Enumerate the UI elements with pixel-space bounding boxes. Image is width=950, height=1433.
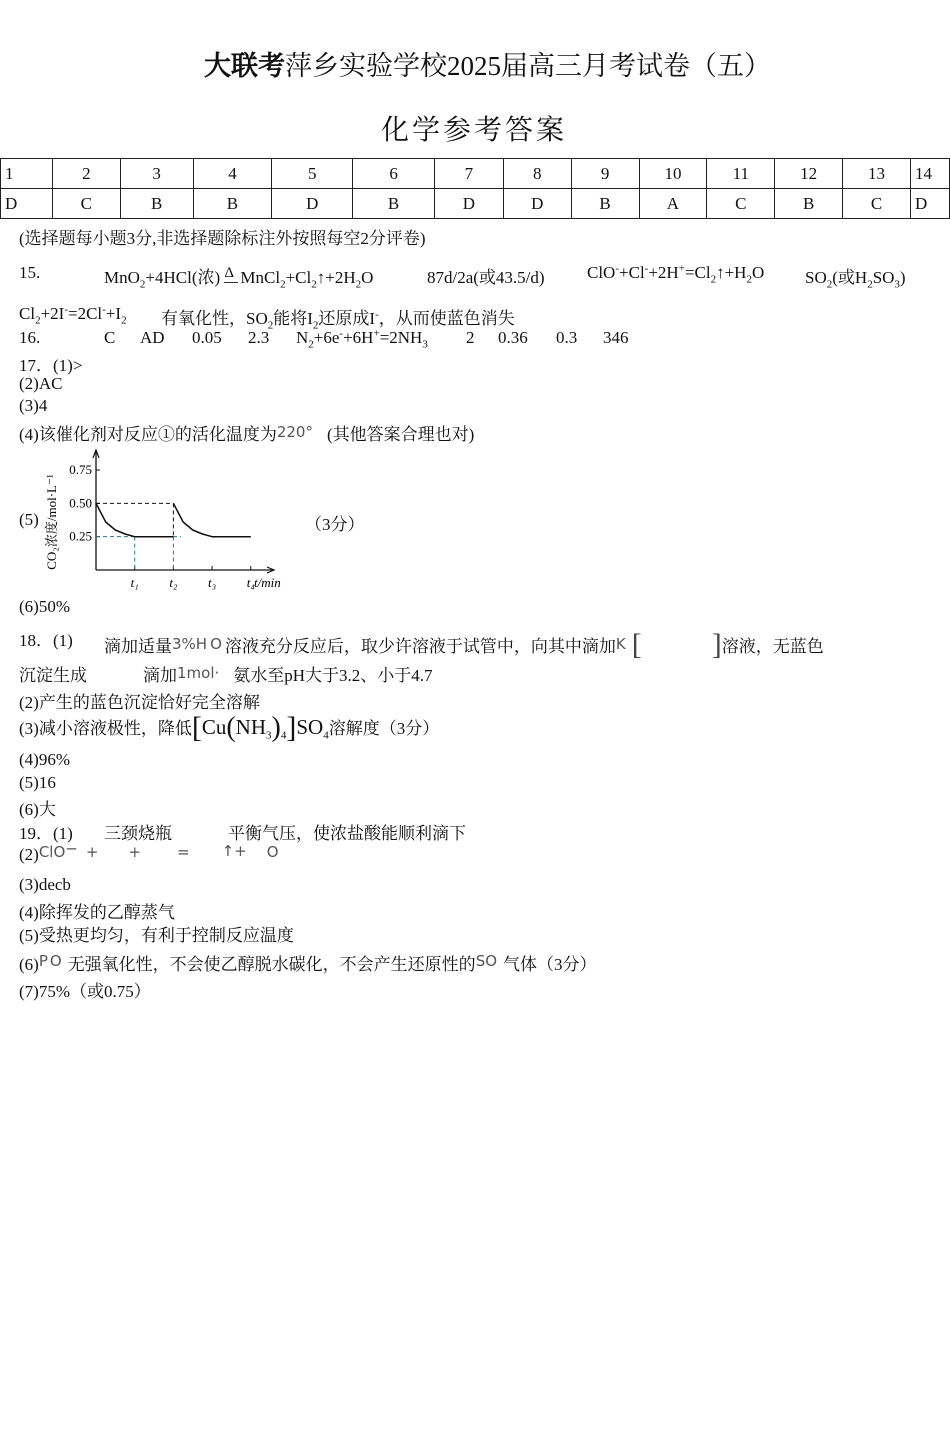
answer-table-number-row	[1, 159, 950, 189]
q17-line-4: (4)该催化剂对反应①的活化温度为220° (其他答案合理也对)	[19, 423, 475, 444]
heat-symbol: Δ	[224, 265, 235, 281]
table-cell: 12	[775, 159, 843, 189]
co2-curve-segment-2	[173, 503, 250, 536]
table-cell: 11	[707, 159, 775, 189]
table-cell: D	[1, 189, 53, 219]
q15-answer-2: 87d/2a(或43.5/d)	[427, 268, 545, 287]
q19-line-4: (4)除挥发的乙醇蒸气	[19, 903, 175, 922]
table-cell: B	[120, 189, 193, 219]
q15-answer-4: $SO_2$(或$H_2SO_3$)	[805, 268, 906, 291]
co2-concentration-chart	[42, 448, 297, 598]
q17-line-6: (6)50%	[19, 597, 70, 616]
y-axis-label: CO₂浓度/mol·L⁻¹	[44, 474, 59, 570]
q18-line-2b: 滴加1mol· 氨水至pH大于3.2、小于4.7	[143, 664, 433, 685]
table-cell: B	[775, 189, 843, 219]
q19-line-2: (2)ClO− + + = ↑+ O	[19, 839, 279, 864]
q18-line-1: 滴加适量3%H O 溶液充分反应后，取少许溶液于试管中，向其中滴加K [ ]溶液，无蓝色	[104, 628, 824, 661]
q19-line-6: (6)P O 无强氧化性，不会使乙醇脱水碳化，不会产生还原性的SO 气体（3分）	[19, 952, 597, 974]
table-cell: 6	[353, 159, 435, 189]
q17-line-2: (2)AC	[19, 374, 63, 393]
q15-answer-1: MnO$_2$+4HCl(浓) Δ $MnCl_2+Cl_2↑+2H_2O$	[104, 265, 374, 291]
table-cell: D	[503, 189, 571, 219]
temperature-value: 220°	[276, 423, 313, 441]
q16-answer-5: $N_2+6e^-+6H^+=2NH_3$	[296, 327, 428, 351]
brand-mark: 大联考	[204, 51, 285, 81]
document-title	[204, 44, 771, 83]
q16-answer-2: AD	[140, 328, 165, 347]
q15-answer-5: $Cl_2+2I^-=2Cl^-+I_2$	[19, 303, 127, 327]
x-tick-label: t₂	[169, 575, 178, 590]
q18-line-1-label: 18．(1)	[19, 631, 73, 650]
co2-curve-segment-1	[96, 503, 173, 536]
table-cell: 14	[910, 159, 949, 189]
q15-label: 15.	[19, 263, 41, 282]
q19-line-1-label: 19．(1)	[19, 824, 73, 843]
table-cell: 4	[193, 159, 272, 189]
q16-answer-9: 346	[603, 328, 629, 347]
q19-line-7: (7)75%（或0.75）	[19, 982, 151, 1001]
y-tick-label: 0.50	[69, 495, 92, 511]
q19-line-1a: 三颈烧瓶	[104, 824, 172, 843]
title-text: 萍乡实验学校2025届高三月考试卷（五）	[285, 51, 771, 81]
q19-line-5: (5)受热更均匀，有利于控制反应温度	[19, 926, 294, 945]
q16-label: 16.	[19, 328, 41, 347]
x-tick-label: t₁	[130, 575, 139, 590]
answer-table	[0, 158, 950, 219]
table-cell: A	[639, 189, 707, 219]
y-tick-label: 0.75	[69, 462, 92, 477]
q18-line-7: (6)大	[19, 800, 56, 819]
table-cell: 2	[52, 159, 120, 189]
q18-line-4: (3)减小溶液极性，降低$[Cu(NH_3)_4]SO_4$溶解度（3分）	[19, 711, 440, 744]
x-tick-label: t₄	[246, 575, 255, 590]
document-subtitle: 化学参考答案	[381, 113, 568, 146]
table-cell: C	[707, 189, 775, 219]
q16-answer-6: 2	[466, 328, 475, 347]
q17-line-5: (5)	[19, 510, 39, 529]
scoring-note: (选择题每小题3分,非选择题除标注外按照每空2分评卷)	[19, 229, 426, 248]
table-cell: B	[571, 189, 639, 219]
table-cell: 10	[639, 159, 707, 189]
table-cell: 13	[843, 159, 911, 189]
q18-line-6: (5)16	[19, 773, 56, 792]
q17-chart-score: （3分）	[305, 515, 365, 534]
table-cell: C	[843, 189, 911, 219]
table-cell: D	[910, 189, 949, 219]
table-cell: 5	[272, 159, 353, 189]
q18-line-5: (4)96%	[19, 750, 70, 769]
y-tick-label: 0.25	[69, 528, 92, 544]
q16-answer-4: 2.3	[248, 328, 270, 347]
answer-table-answer-row	[1, 189, 950, 219]
table-cell: 7	[434, 159, 503, 189]
q16-answer-7: 0.36	[498, 328, 528, 347]
table-cell: 3	[120, 159, 193, 189]
q17-line-1: 17．(1)>	[19, 356, 83, 375]
q17-line-3: (3)4	[19, 396, 48, 415]
table-cell: B	[353, 189, 435, 219]
q18-line-2a: 沉淀生成	[19, 666, 87, 685]
q15-answer-3: $ClO^-+Cl^-+2H^+=Cl_2↑+H_2O$	[587, 262, 765, 286]
q18-line-3: (2)产生的蓝色沉淀恰好完全溶解	[19, 693, 260, 712]
x-axis-label: t/min	[254, 575, 281, 590]
table-cell: D	[434, 189, 503, 219]
q16-answer-1: C	[104, 328, 116, 347]
q15-answer-6: 有氧化性，$SO_2$能将$I_2$还原成I-，从而使蓝色消失	[161, 308, 515, 332]
q19-line-1b: 平衡气压，使浓盐酸能顺利滴下	[228, 824, 466, 843]
q16-answer-8: 0.3	[556, 328, 578, 347]
x-tick-label: t₃	[208, 575, 217, 590]
table-cell: D	[272, 189, 353, 219]
table-cell: C	[52, 189, 120, 219]
table-cell: 8	[503, 159, 571, 189]
table-cell: 9	[571, 159, 639, 189]
q16-answer-3: 0.05	[192, 328, 222, 347]
table-cell: B	[193, 189, 272, 219]
table-cell: 1	[1, 159, 53, 189]
q19-line-3: (3)decb	[19, 875, 71, 894]
